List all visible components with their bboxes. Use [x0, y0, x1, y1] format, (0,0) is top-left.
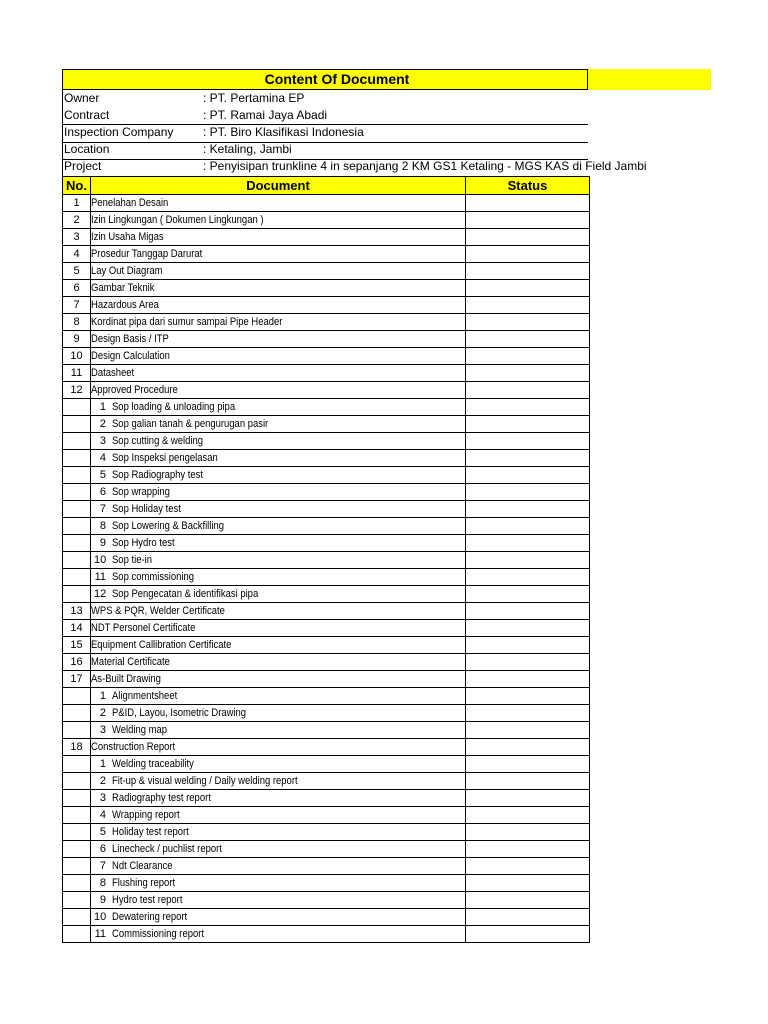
info-row-contract [62, 107, 762, 124]
info-value: : Ketaling, Jambi [203, 142, 292, 156]
document-cell [91, 671, 466, 688]
document-cell [91, 586, 466, 603]
document-cell [91, 331, 466, 348]
sub-item-number: 12 [94, 588, 107, 600]
sub-item-number: 1 [99, 758, 106, 770]
document-name: Sop galian tanah & pengurugan pasir [112, 418, 269, 430]
row-number [63, 688, 91, 705]
sub-item-number: 3 [99, 724, 106, 736]
document-name: Alignmentsheet [112, 690, 178, 702]
document-name: Flushing report [112, 877, 176, 889]
table-row [63, 416, 590, 433]
row-number [63, 892, 91, 909]
document-name: As-Built Drawing [91, 673, 161, 685]
table-row [63, 212, 590, 229]
table-row [63, 586, 590, 603]
document-name: Prosedur Tanggap Darurat [91, 248, 203, 260]
row-number: 5 [63, 263, 91, 280]
document-name: Sop cutting & welding [112, 435, 203, 447]
row-number: 12 [63, 382, 91, 399]
info-divider [62, 142, 588, 143]
status-cell[interactable] [466, 314, 590, 331]
document-name: Wrapping report [112, 809, 180, 821]
document-cell [91, 790, 466, 807]
table-row [63, 484, 590, 501]
document-cell [91, 518, 466, 535]
row-number: 4 [63, 246, 91, 263]
sub-item-number: 9 [99, 537, 106, 549]
table-row [63, 892, 590, 909]
table-row [63, 365, 590, 382]
table-row [63, 552, 590, 569]
document-cell [91, 739, 466, 756]
row-number: 14 [63, 620, 91, 637]
document-name: Approved Procedure [91, 384, 178, 396]
document-cell [91, 450, 466, 467]
document-name: Linecheck / puchlist report [112, 843, 222, 855]
table-row [63, 756, 590, 773]
row-number [63, 450, 91, 467]
row-number [63, 926, 91, 943]
info-label: Owner [64, 91, 100, 105]
status-cell[interactable] [466, 433, 590, 450]
status-cell[interactable] [466, 722, 590, 739]
row-number: 7 [63, 297, 91, 314]
document-cell [91, 501, 466, 518]
document-cell [91, 382, 466, 399]
row-number [63, 535, 91, 552]
sub-item-number: 8 [99, 877, 106, 889]
status-cell[interactable] [466, 892, 590, 909]
table-body [63, 195, 590, 943]
sub-item-number: 1 [99, 690, 106, 702]
status-cell[interactable] [466, 569, 590, 586]
status-cell[interactable] [466, 229, 590, 246]
info-value: : PT. Pertamina EP [203, 91, 305, 105]
row-number [63, 552, 91, 569]
table-row [63, 671, 590, 688]
table-row [63, 501, 590, 518]
status-cell[interactable] [466, 739, 590, 756]
status-cell[interactable] [466, 603, 590, 620]
document-name: Radiography test report [112, 792, 211, 804]
table-row [63, 433, 590, 450]
document-cell [91, 195, 466, 212]
table-row [63, 399, 590, 416]
table-row [63, 807, 590, 824]
info-value: : PT. Biro Klasifikasi Indonesia [203, 125, 364, 139]
status-cell[interactable] [466, 416, 590, 433]
table-row [63, 688, 590, 705]
document-name: Sop loading & unloading pipa [112, 401, 236, 413]
table-row [63, 722, 590, 739]
document-cell [91, 535, 466, 552]
document-name: WPS & PQR, Welder Certificate [91, 605, 225, 617]
row-number [63, 756, 91, 773]
table-row [63, 654, 590, 671]
status-cell[interactable] [466, 671, 590, 688]
status-cell[interactable] [466, 535, 590, 552]
document-name: Penelahan Desain [91, 197, 169, 209]
document-cell [91, 280, 466, 297]
document-name: Sop tie-in [112, 554, 152, 566]
document-cell [91, 246, 466, 263]
document-name: Hazardous Area [91, 299, 159, 311]
document-name: Sop wrapping [112, 486, 170, 498]
row-number [63, 484, 91, 501]
document-cell [91, 756, 466, 773]
header-document: Document [91, 177, 466, 195]
status-cell[interactable] [466, 858, 590, 875]
document-cell [91, 399, 466, 416]
sub-item-number: 9 [99, 894, 106, 906]
row-number: 10 [63, 348, 91, 365]
row-number [63, 722, 91, 739]
table-row [63, 824, 590, 841]
row-number [63, 807, 91, 824]
row-number: 2 [63, 212, 91, 229]
status-cell[interactable] [466, 926, 590, 943]
sub-item-number: 2 [99, 775, 106, 787]
document-name: Fit-up & visual welding / Daily welding report [112, 775, 298, 787]
document-name: Sop commissioning [112, 571, 195, 583]
document-title [62, 69, 712, 90]
sub-item-number: 10 [94, 554, 107, 566]
status-cell[interactable] [466, 212, 590, 229]
sub-item-number: 4 [99, 809, 106, 821]
document-name: Kordinat pipa dari sumur sampai Pipe Header [91, 316, 283, 328]
status-cell[interactable] [466, 909, 590, 926]
status-cell[interactable] [466, 620, 590, 637]
row-number [63, 790, 91, 807]
document-cell [91, 603, 466, 620]
row-number: 6 [63, 280, 91, 297]
table-row [63, 331, 590, 348]
document-name: Sop Hydro test [112, 537, 175, 549]
sub-item-number: 5 [99, 469, 106, 481]
row-number [63, 501, 91, 518]
document-name: NDT Personel Certificate [91, 622, 196, 634]
document-name: Sop Pengecatan & identifikasi pipa [112, 588, 259, 600]
row-number [63, 773, 91, 790]
row-number [63, 586, 91, 603]
sub-item-number: 2 [99, 707, 106, 719]
document-cell [91, 297, 466, 314]
status-cell[interactable] [466, 824, 590, 841]
sub-item-number: 1 [99, 401, 106, 413]
document-name: Design Basis / ITP [91, 333, 169, 345]
info-row-project [62, 158, 762, 175]
document-name: Design Calculation [91, 350, 170, 362]
table-row [63, 739, 590, 756]
document-name: Welding traceability [112, 758, 194, 770]
document-cell [91, 807, 466, 824]
row-number [63, 909, 91, 926]
document-cell [91, 909, 466, 926]
sub-item-number: 11 [94, 928, 106, 940]
document-name: Equipment Callibration Certificate [91, 639, 232, 651]
row-number [63, 858, 91, 875]
status-cell[interactable] [466, 280, 590, 297]
status-cell[interactable] [466, 348, 590, 365]
row-number [63, 705, 91, 722]
table-row [63, 314, 590, 331]
document-name: Izin Usaha Migas [91, 231, 164, 243]
document-name: Gambar Teknik [91, 282, 155, 294]
info-row-inspection-company [62, 124, 762, 141]
sub-item-number: 3 [99, 792, 106, 804]
row-number [63, 399, 91, 416]
row-number [63, 467, 91, 484]
document-name: P&ID, Layou, Isometric Drawing [112, 707, 247, 719]
status-cell[interactable] [466, 807, 590, 824]
document-name: Sop Lowering & Backfilling [112, 520, 225, 532]
document-name: Datasheet [91, 367, 135, 379]
document-cell [91, 892, 466, 909]
table-row [63, 569, 590, 586]
table-row [63, 705, 590, 722]
row-number: 15 [63, 637, 91, 654]
info-divider [62, 159, 588, 160]
table-row [63, 926, 590, 943]
document-name: Ndt Clearance [112, 860, 173, 872]
document-name: Sop Holiday test [112, 503, 181, 515]
document-cell [91, 212, 466, 229]
table-row [63, 875, 590, 892]
table-row [63, 858, 590, 875]
status-cell[interactable] [466, 790, 590, 807]
table-row [63, 263, 590, 280]
document-cell [91, 416, 466, 433]
sub-item-number: 2 [99, 418, 106, 430]
row-number [63, 824, 91, 841]
status-cell[interactable] [466, 484, 590, 501]
sub-item-number: 4 [99, 452, 106, 464]
document-name: Lay Out Diagram [91, 265, 163, 277]
row-number: 18 [63, 739, 91, 756]
info-label: Inspection Company [64, 125, 174, 139]
table-row [63, 246, 590, 263]
info-value: : Penyisipan trunkline 4 in sepanjang 2 KM GS1 Ketaling - MGS KAS di Field Jambi [203, 159, 647, 173]
row-number: 9 [63, 331, 91, 348]
status-cell[interactable] [466, 586, 590, 603]
document-name: Hydro test report [112, 894, 183, 906]
document-cell [91, 722, 466, 739]
status-cell[interactable] [466, 501, 590, 518]
sub-item-number: 10 [94, 911, 107, 923]
status-cell[interactable] [466, 875, 590, 892]
status-cell[interactable] [466, 773, 590, 790]
document-table [62, 176, 590, 943]
document-name: Sop Radiography test [112, 469, 203, 481]
sub-item-number: 5 [99, 826, 106, 838]
table-row [63, 229, 590, 246]
row-number: 8 [63, 314, 91, 331]
status-cell[interactable] [466, 195, 590, 212]
info-row-owner [62, 90, 762, 107]
table-row [63, 467, 590, 484]
document-cell [91, 824, 466, 841]
status-cell[interactable] [466, 552, 590, 569]
table-row [63, 195, 590, 212]
table-row [63, 280, 590, 297]
sub-item-number: 3 [99, 435, 106, 447]
sub-item-number: 8 [99, 520, 106, 532]
info-divider [62, 124, 588, 125]
status-cell[interactable] [466, 246, 590, 263]
row-number: 11 [63, 365, 91, 382]
row-number: 1 [63, 195, 91, 212]
status-cell[interactable] [466, 756, 590, 773]
table-row [63, 382, 590, 399]
row-number [63, 569, 91, 586]
sub-item-number: 6 [99, 843, 106, 855]
row-number [63, 875, 91, 892]
status-cell[interactable] [466, 688, 590, 705]
status-cell[interactable] [466, 654, 590, 671]
table-row [63, 450, 590, 467]
row-number: 3 [63, 229, 91, 246]
status-cell[interactable] [466, 705, 590, 722]
table-row [63, 603, 590, 620]
row-number [63, 433, 91, 450]
document-cell [91, 688, 466, 705]
document-cell [91, 858, 466, 875]
table-row [63, 518, 590, 535]
header-status: Status [466, 177, 590, 195]
status-cell[interactable] [466, 841, 590, 858]
row-number: 17 [63, 671, 91, 688]
table-row [63, 620, 590, 637]
info-block [62, 90, 762, 175]
document-cell [91, 841, 466, 858]
document-cell [91, 637, 466, 654]
document-cell [91, 773, 466, 790]
document-cell [91, 365, 466, 382]
document-cell [91, 926, 466, 943]
sub-item-number: 6 [99, 486, 106, 498]
status-cell[interactable] [466, 467, 590, 484]
table-row [63, 535, 590, 552]
table-row [63, 297, 590, 314]
table-row [63, 909, 590, 926]
row-number [63, 518, 91, 535]
info-value: : PT. Ramai Jaya Abadi [203, 108, 328, 122]
sub-item-number: 7 [99, 860, 106, 872]
table-row [63, 790, 590, 807]
document-cell [91, 467, 466, 484]
header-no: No. [63, 177, 91, 195]
status-cell[interactable] [466, 382, 590, 399]
document-cell [91, 433, 466, 450]
document-cell [91, 654, 466, 671]
document-name: Dewatering report [112, 911, 188, 923]
sub-item-number: 7 [99, 503, 106, 515]
table-row [63, 637, 590, 654]
document-cell [91, 348, 466, 365]
document-name: Izin Lingkungan ( Dokumen Lingkungan ) [91, 214, 264, 226]
table-row [63, 841, 590, 858]
status-cell[interactable] [466, 637, 590, 654]
document-cell [91, 875, 466, 892]
row-number [63, 416, 91, 433]
document-cell [91, 229, 466, 246]
status-cell[interactable] [466, 297, 590, 314]
status-cell[interactable] [466, 450, 590, 467]
table-row [63, 348, 590, 365]
info-label: Location [64, 142, 110, 156]
status-cell[interactable] [466, 331, 590, 348]
document-cell [91, 552, 466, 569]
sub-item-number: 11 [94, 571, 106, 583]
document-cell [91, 705, 466, 722]
info-label: Project [64, 159, 102, 173]
document-title-label: Content Of Document [264, 71, 410, 87]
row-number [63, 841, 91, 858]
status-cell[interactable] [466, 399, 590, 416]
document-cell [91, 314, 466, 331]
document-cell [91, 569, 466, 586]
info-row-location [62, 141, 762, 158]
document-cell [91, 263, 466, 280]
document-name: Welding map [112, 724, 168, 736]
table-header-row [63, 177, 590, 195]
table-row [63, 773, 590, 790]
document-name: Construction Report [91, 741, 176, 753]
status-cell[interactable] [466, 263, 590, 280]
document-cell [91, 484, 466, 501]
status-cell[interactable] [466, 365, 590, 382]
row-number: 13 [63, 603, 91, 620]
document-name: Commissioning report [112, 928, 205, 940]
status-cell[interactable] [466, 518, 590, 535]
document-name: Sop Inspeksi pengelasan [112, 452, 218, 464]
document-name: Material Certificate [91, 656, 170, 668]
document-name: Holiday test report [112, 826, 189, 838]
document-cell [91, 620, 466, 637]
row-number: 16 [63, 654, 91, 671]
info-label: Contract [64, 108, 110, 122]
